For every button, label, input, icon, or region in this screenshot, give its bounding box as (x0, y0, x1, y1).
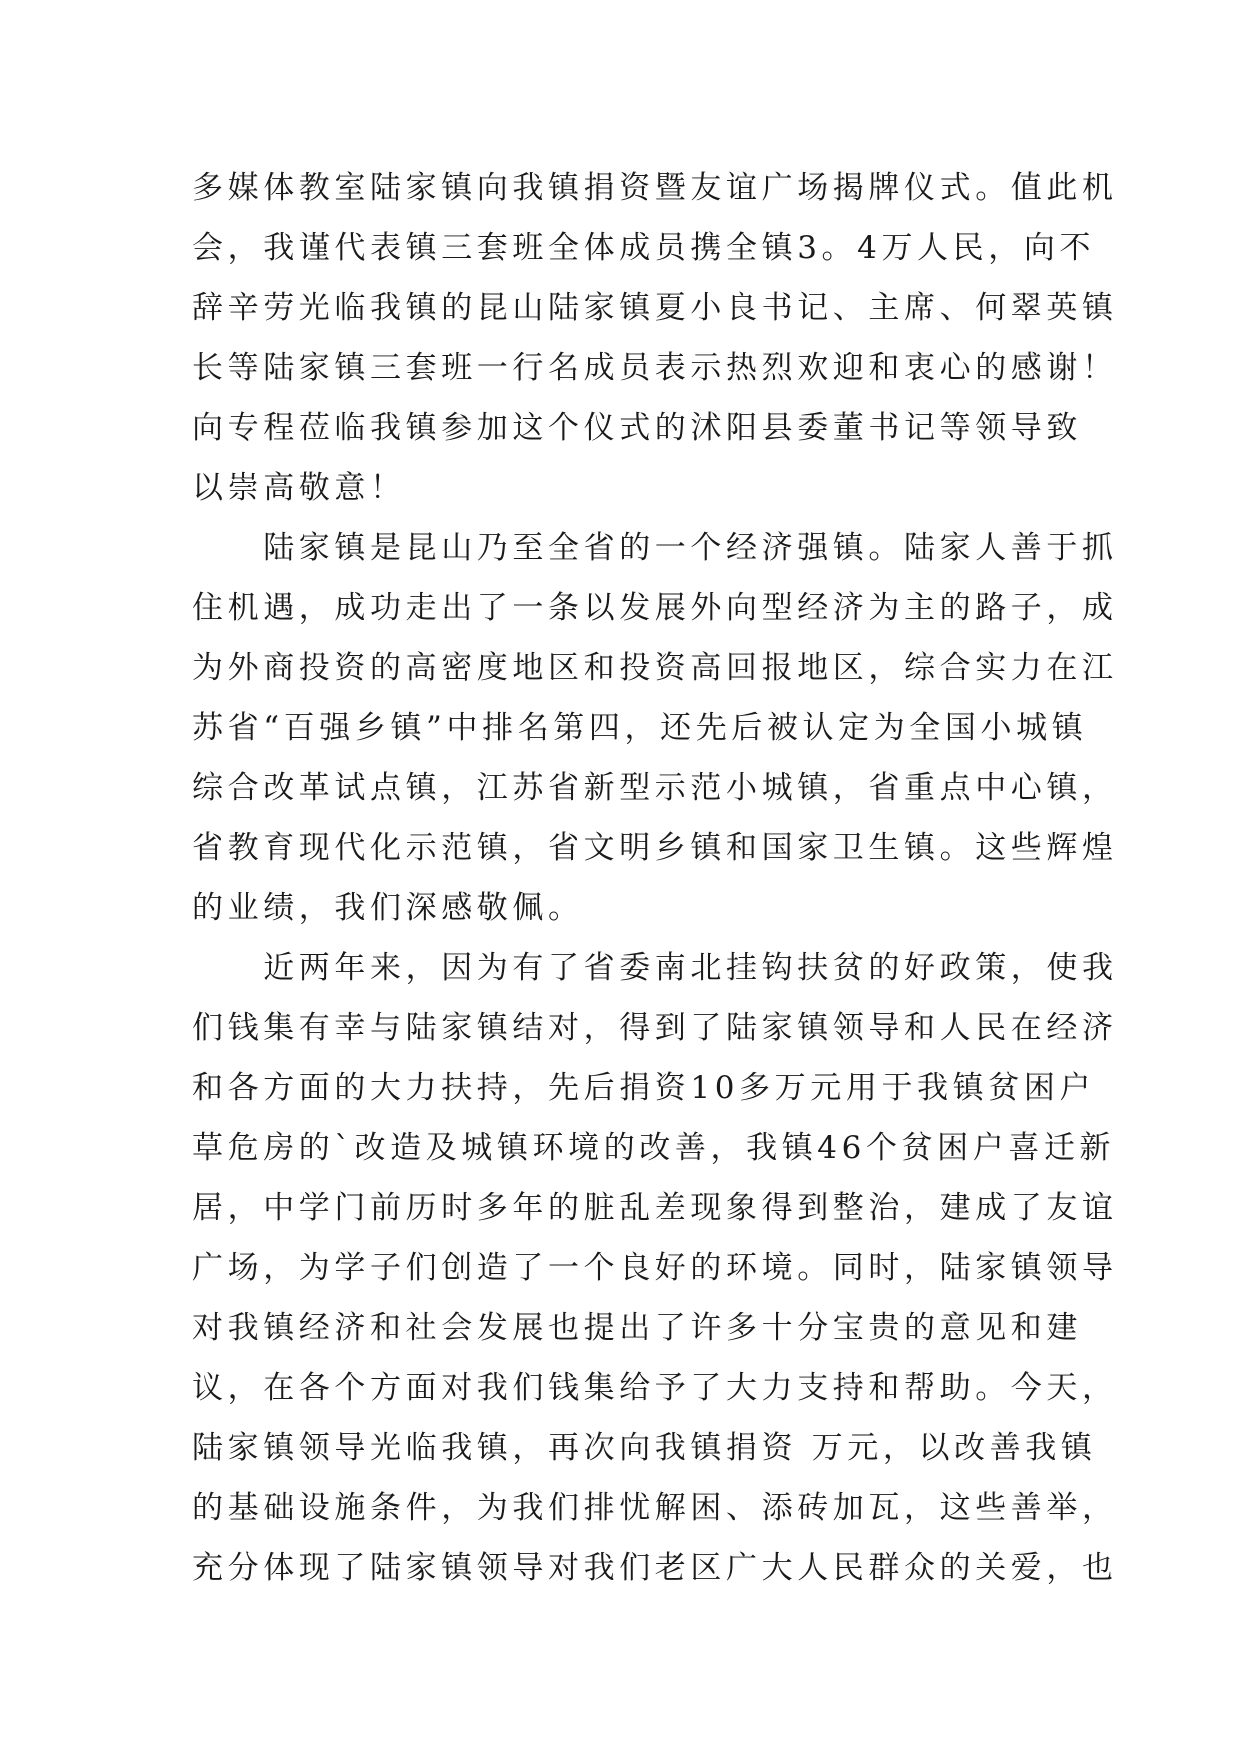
text-line: 议，在各个方面对我们钱集给予了大力支持和帮助。今天， (192, 1370, 1118, 1406)
paragraph-3 (192, 938, 1118, 1598)
text-line: 住机遇，成功走出了一条以发展外向型经济为主的路子，成 (192, 590, 1118, 626)
text-line: 广场，为学子们创造了一个良好的环境。同时，陆家镇领导 (192, 1250, 1118, 1286)
paragraph-2 (192, 518, 1118, 938)
text-line: 对我镇经济和社会发展也提出了许多十分宝贵的意见和建 (192, 1310, 1082, 1346)
text-line: 的基础设施条件，为我们排忧解困、添砖加瓦，这些善举， (192, 1490, 1118, 1526)
text-line: 综合改革试点镇，江苏省新型示范小城镇，省重点中心镇， (192, 770, 1118, 806)
paragraph-1 (192, 158, 1118, 518)
text-line: 会，我谨代表镇三套班全体成员携全镇3。4万人民，向不 (192, 230, 1096, 266)
text-line: 居，中学门前历时多年的脏乱差现象得到整治，建成了友谊 (192, 1190, 1118, 1226)
text-line: 省教育现代化示范镇，省文明乡镇和国家卫生镇。这些辉煌 (192, 830, 1118, 866)
text-line: 以崇高敬意！ (192, 470, 406, 506)
text-line: 为外商投资的高密度地区和投资高回报地区，综合实力在江 (192, 650, 1118, 686)
text-line: 陆家镇领导光临我镇，再次向我镇捐资 万元，以改善我镇 (192, 1430, 1097, 1466)
text-line: 们钱集有幸与陆家镇结对，得到了陆家镇领导和人民在经济 (192, 1010, 1118, 1046)
text-line: 近两年来，因为有了省委南北挂钩扶贫的好政策，使我 (192, 950, 1118, 986)
text-line: 充分体现了陆家镇领导对我们老区广大人民群众的关爱，也 (192, 1550, 1118, 1586)
text-line: 辞辛劳光临我镇的昆山陆家镇夏小良书记、主席、何翠英镇 (192, 290, 1118, 326)
text-line: 苏省“百强乡镇”中排名第四，还先后被认定为全国小城镇 (192, 710, 1088, 746)
document-body (192, 158, 1118, 1598)
text-line: 向专程莅临我镇参加这个仪式的沭阳县委董书记等领导致 (192, 410, 1082, 446)
text-line: 草危房的`改造及城镇环境的改善，我镇46个贫困户喜迁新 (192, 1130, 1116, 1166)
text-line: 多媒体教室陆家镇向我镇捐资暨友谊广场揭牌仪式。值此机 (192, 170, 1118, 206)
text-line: 和各方面的大力扶持，先后捐资10多万元用于我镇贫困户 (192, 1070, 1096, 1106)
text-line: 陆家镇是昆山乃至全省的一个经济强镇。陆家人善于抓 (192, 530, 1118, 566)
text-line: 长等陆家镇三套班一行名成员表示热烈欢迎和衷心的感谢！ (192, 350, 1118, 386)
text-line: 的业绩，我们深感敬佩。 (192, 890, 584, 926)
